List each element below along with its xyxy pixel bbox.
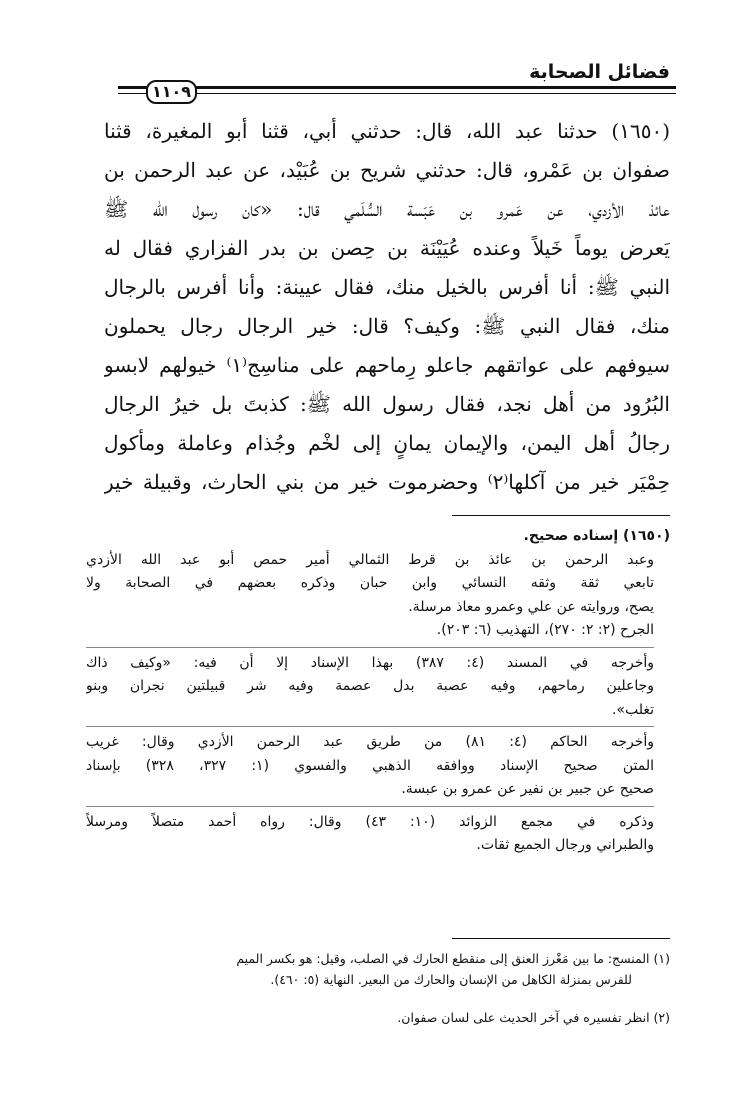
footnote-1: (١) المنسج: ما بين مَغْرز العنق إلى منقطع الحارك في الصلب، وقيل: هو بكسر الميم — [236, 951, 670, 966]
main-line: عائذ الأزدي، عن عَمرو بن عَبَسة السُّلَمي قال: «كان رسول الله ﷺ — [104, 197, 670, 221]
commentary-line: وعبد الرحمن بن عائذ بن قرط الثمالي أمير حمص أبو عبد الله الأزدي — [86, 551, 654, 568]
footnote-2: (٢) انظر تفسيره في آخر الحديث على لسان صفوان. — [397, 1010, 670, 1025]
commentary-line: الجرح (٢: ٢: ٢٧٠)، التهذيب (٦: ٢٠٣). — [436, 622, 654, 638]
footnote-separator — [452, 938, 670, 939]
main-line: البُرُود من أهل نجد، فقال رسول الله ﷺ: كذبتَ بل خيرُ الرجال — [104, 392, 670, 416]
commentary-line: المتن صحيح الإسناد ووافقه الذهبي والفسوي (١: ٣٢٧، ٣٢٨) بإسناد — [86, 757, 654, 774]
main-line: منك، فقال النبي ﷺ: وكيف؟ قال: خير الرجال رجال يحملون — [104, 314, 670, 338]
header-rule-thick — [118, 86, 676, 89]
running-title: فضائل الصحابة — [529, 61, 670, 83]
main-line: صفوان بن عَمْرو، قال: حدثني شريح بن عُبَيْد، عن عبد الرحمن بن — [104, 158, 670, 182]
footnote-1-continued: للفرس بمنزلة الكاهل من الإنسان والحارك من البعير. النهاية (٥: ٤٦٠). — [270, 972, 632, 987]
commentary-separator — [452, 515, 670, 516]
header-rule-thin — [118, 93, 676, 94]
main-line: سيوفهم على عواتقهم جاعلو رِماحهم على مناسِج⁽١⁾ خيولهم لابسو — [104, 353, 670, 377]
commentary-line: وذكره في مجمع الزوائد (١٠: ٤٣) وقال: رواه أحمد متصلاً ومرسلاً — [86, 813, 654, 830]
commentary-line: يصح، وروايته عن علي وعمرو معاذ مرسلة. — [408, 598, 654, 615]
commentary-line: تابعي ثقة وثقه النسائي وابن حبان وذكره بعضهم في الصحابة ولا — [86, 575, 654, 591]
commentary-line: وجاعلين رماحهم، وفيه عصبة بدل عصمة وفيه شر قبيلتين نجران وبنو — [86, 678, 654, 694]
main-line: يَعرض يوماً خَيلاً وعنده عُيَيْنَة بن حِصن بن بدر الفزاري فقال له — [104, 236, 670, 260]
commentary-line: صحيح عن جبير بن نفير عن عمرو بن عبسة. — [401, 781, 654, 797]
main-line: النبي ﷺ: أنا أفرس بالخيل منك، فقال عيينة: وأنا أفرس بالرجال — [104, 275, 670, 299]
commentary-heading: (١٦٥٠) إسناده صحيح. — [523, 528, 670, 544]
main-line: (١٦٥٠) حدثنا عبد الله، قال: حدثني أبي، قثنا أبو المغيرة، قثنا — [104, 119, 670, 143]
main-line: حِمْيَر خير من آكلها⁽٢⁾ وحضرموت خير من بني الحارث، وقبيلة خير — [104, 470, 670, 494]
commentary-line: تغلب». — [611, 701, 654, 718]
main-text — [104, 112, 670, 502]
footnote-gap — [86, 990, 670, 1007]
commentary-line: وأخرجه في المسند (٤: ٣٨٧) بهذا الإسناد إلا أن فيه: «وكيف ذاك — [86, 654, 654, 671]
main-line: رجالُ أهل اليمن، والإيمان يمانٍ إلى لخْم وجُذام وعاملة ومأكول — [104, 431, 670, 455]
commentary-divider — [86, 806, 654, 807]
commentary-line: والطبراني ورجال الجميع ثقات. — [476, 837, 654, 853]
page-number: ١١٠٩ — [146, 80, 197, 104]
commentary-divider — [86, 726, 654, 727]
footnotes — [86, 948, 670, 1028]
commentary-line: وأخرجه الحاكم (٤: ٨١) من طريق عبد الرحمن الأزدي وقال: غريب — [86, 734, 654, 750]
commentary-divider — [86, 647, 654, 648]
commentary — [86, 525, 670, 858]
